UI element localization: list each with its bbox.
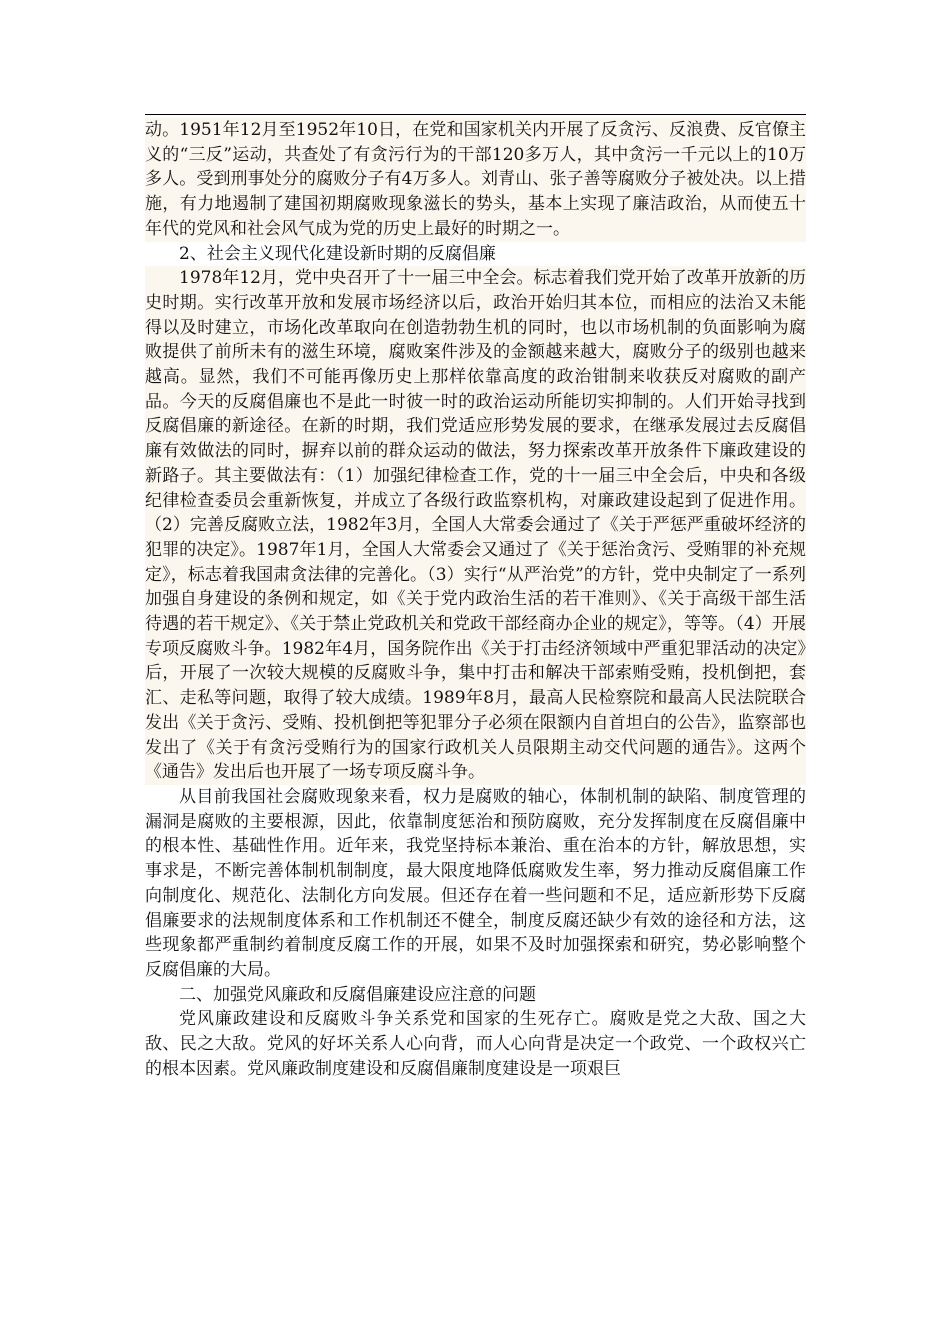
- section-heading-new-era: 2、社会主义现代化建设新时期的反腐倡廉: [179, 243, 496, 264]
- document-body: [145, 118, 806, 1081]
- paragraph-three-anti-campaign: 动。1951年12月至1952年10日，在党和国家机关内开展了反贪污、反浪费、反官僚主义的“三反”运动，共查处了有贪污行为的干部120多万人，其中贪污一千元以上的10万多人。受到刑事处分的腐败分子有4万多人。刘青山、张子善等腐败分子被处决。以上措施，有力地遏制了建国初期腐败现象滋长的势头，基本上实现了廉洁政治，从而使五十年代的党风和社会风气成为党的历史上最好的时期之一。: [145, 118, 806, 242]
- header-rule: [145, 114, 806, 115]
- paragraph-reform-era-measures: 1978年12月，党中央召开了十一届三中全会。标志着我们党开始了改革开放新的历史时期。实行改革开放和发展市场经济以后，政治开始归其本位，而相应的法治又未能得以及时建立，市场化改革取向在创造勃勃生机的同时，也以市场机制的负面影响为腐败提供了前所未有的滋生环境，腐败案件涉及的金额越来越大，腐败分子的级别也越来越高。显然，我们不可能再像历史上那样依靠高度的政治钳制来收获反对腐败的副产品。今天的反腐倡廉也不是此一时彼一时的政治运动所能切实抑制的。人们开始寻找到反腐倡廉的新途径。在新的时期，我们党适应形势发展的要求，在继承发展过去反腐倡廉有效做法的同时，摒弃以前的群众运动的做法，努力探索改革开放条件下廉政建设的新路子。其主要做法有：（1）加强纪律检查工作，党的十一届三中全会后，中央和各级纪律检查委员会重新恢复，并成立了各级行政监察机构，对廉政建设起到了促进作用。（2）完善反腐败立法，1982年3月，全国人大常委会通过了《关于严惩严重破坏经济的犯罪的决定》。1987年1月，全国人大常委会又通过了《关于惩治贪污、受贿罪的补充规定》，标志着我国肃贪法律的完善化。（3）实行“从严治党”的方针，党中央制定了一系列加强自身建设的条例和规定，如《关于党内政治生活的若干准则》、《关于高级干部生活待遇的若干规定》、《关于禁止党政机关和党政干部经商办企业的规定》，等等。（4）开展专项反腐败斗争。1982年4月，国务院作出《关于打击经济领域中严重犯罪活动的决定》后，开展了一次较大规模的反腐败斗争，集中打击和解决干部索贿受贿，投机倒把，套汇、走私等问题，取得了较大成绩。1989年8月，最高人民检察院和最高人民法院联合发出《关于贪污、受贿、投机倒把等犯罪分子必须在限额内自首坦白的公告》，监察部也发出了《关于有贪污受贿行为的国家行政机关人员限期主动交代问题的通告》。这两个《通告》发出后也开展了一场专项反腐斗争。: [145, 266, 806, 785]
- section-heading-issues: 二、加强党风廉政和反腐倡廉建设应注意的问题: [179, 984, 536, 1005]
- paragraph-party-conduct: 党风廉政建设和反腐败斗争关系党和国家的生死存亡。腐败是党之大敌、国之大敌、民之大敌。党风的好坏关系人心向背，而人心向背是决定一个政党、一个政权兴亡的根本因素。党风廉政制度建设和反腐倡廉制度建设是一项艰巨: [145, 1009, 806, 1079]
- paragraph-institutional-anticorruption: 从目前我国社会腐败现象来看，权力是腐败的轴心，体制机制的缺陷、制度管理的漏洞是腐败的主要根源，因此，依靠制度惩治和预防腐败，充分发挥制度在反腐倡廉中的根本性、基础性作用。近年来，我党坚持标本兼治、重在治本的方针，解放思想，实事求是，不断完善体制机制制度，最大限度地降低腐败发生率，努力推动反腐倡廉工作向制度化、规范化、法制化方向发展。但还存在着一些问题和不足，适应新形势下反腐倡廉要求的法规制度体系和工作机制还不健全，制度反腐还缺少有效的途径和方法，这些现象都严重制约着制度反腐工作的开展，如果不及时加强探索和研究，势必影响整个反腐倡廉的大局。: [145, 786, 806, 980]
